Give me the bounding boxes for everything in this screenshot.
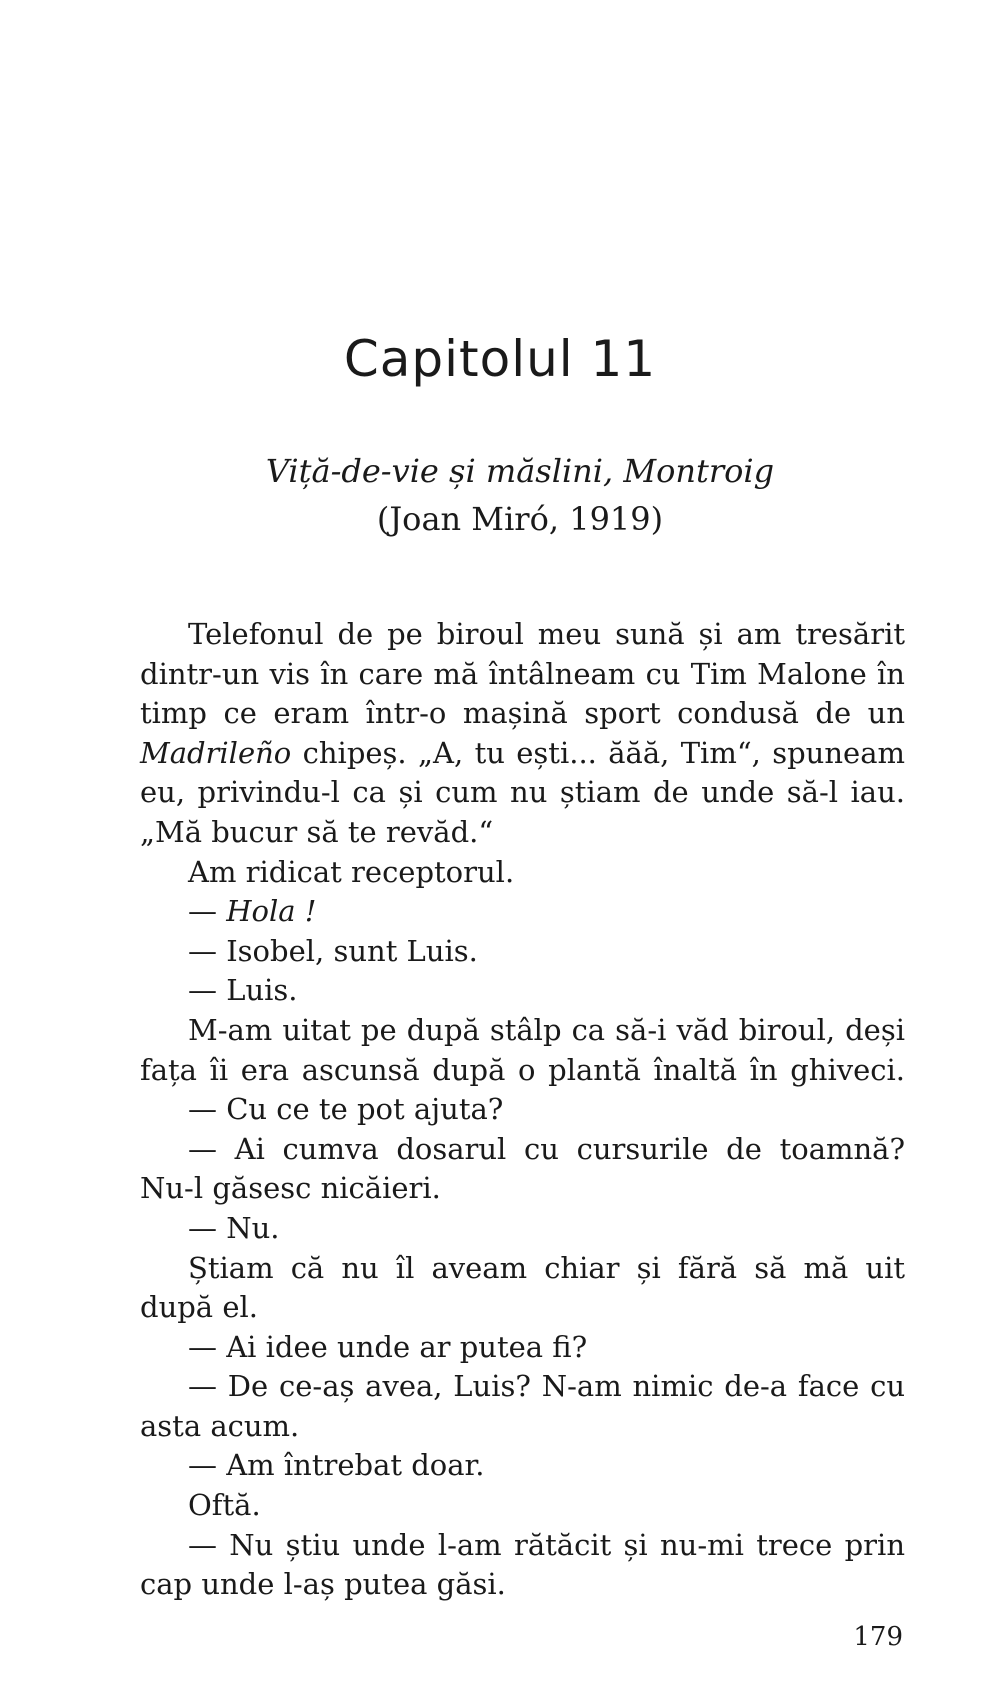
paragraph-segment: Știam că nu îl aveam chiar și fără să mă uit după el. — [140, 1250, 905, 1325]
chapter-title: Capitolul 11 — [343, 330, 657, 388]
paragraph-segment: — Nu. — [188, 1210, 280, 1245]
paragraph — [140, 853, 905, 893]
paragraph-segment: — Luis. — [188, 973, 298, 1008]
paragraph-segment: Oftă. — [188, 1488, 261, 1523]
paragraph-segment: — Cu ce te pot ajuta? — [188, 1092, 504, 1127]
body-text — [140, 615, 905, 1605]
paragraph — [140, 932, 905, 972]
page-number: 179 — [853, 1622, 903, 1652]
paragraph-segment: — Ai cumva dosarul cu cursurile de toamnă? Nu-l găsesc nicăieri. — [140, 1131, 905, 1206]
paragraph — [140, 971, 905, 1011]
chapter-subtitle-artist: (Joan Miró, 1919) — [376, 500, 664, 538]
paragraph-italic-segment: Madrileño — [140, 735, 292, 770]
paragraph-segment: — De ce-aș avea, Luis? N-am nimic de-a face cu asta acum. — [140, 1369, 905, 1443]
paragraph — [140, 1486, 905, 1526]
paragraph — [140, 1090, 905, 1130]
paragraph-segment: — Ai idee unde ar putea fi? — [188, 1329, 588, 1364]
paragraph-segment: M-am uitat pe după stâlp ca să-i văd biroul, deși fața îi era ascunsă după o plantă înaltă în ghiveci. — [140, 1012, 905, 1087]
paragraph — [140, 1446, 905, 1486]
paragraph — [140, 892, 905, 932]
paragraph — [140, 1328, 905, 1368]
paragraph — [140, 1367, 905, 1446]
paragraph — [140, 1249, 905, 1328]
paragraph-segment: — Am întrebat doar. — [188, 1448, 485, 1483]
paragraph-segment: — — [188, 894, 227, 929]
paragraph-italic-segment: Hola ! — [226, 894, 317, 929]
paragraph-segment: chipeș. „A, tu ești... ăăă, Tim“, spuneam eu, privindu-l ca și cum nu știam de unde să-l iau. „Mă bucur să te revăd.“ — [140, 735, 905, 849]
paragraph — [140, 1130, 905, 1209]
paragraph — [140, 615, 905, 853]
chapter-subtitle-artwork: Viță-de-vie și măslini, Montroig — [265, 452, 775, 490]
paragraph — [140, 1526, 905, 1605]
paragraph — [140, 1209, 905, 1249]
paragraph-segment: — Nu știu unde l-am rătăcit și nu-mi trece prin cap unde l-aș putea găsi. — [140, 1527, 905, 1602]
paragraph-segment: Telefonul de pe biroul meu sună și am tresărit dintr-un vis în care mă întâlneam cu Tim Malone în timp ce eram într-o mașină sport condusă de un — [140, 617, 905, 731]
paragraph-segment: — Isobel, sunt Luis. — [188, 933, 478, 968]
paragraph-segment: Am ridicat receptorul. — [188, 854, 515, 889]
paragraph — [140, 1011, 905, 1090]
